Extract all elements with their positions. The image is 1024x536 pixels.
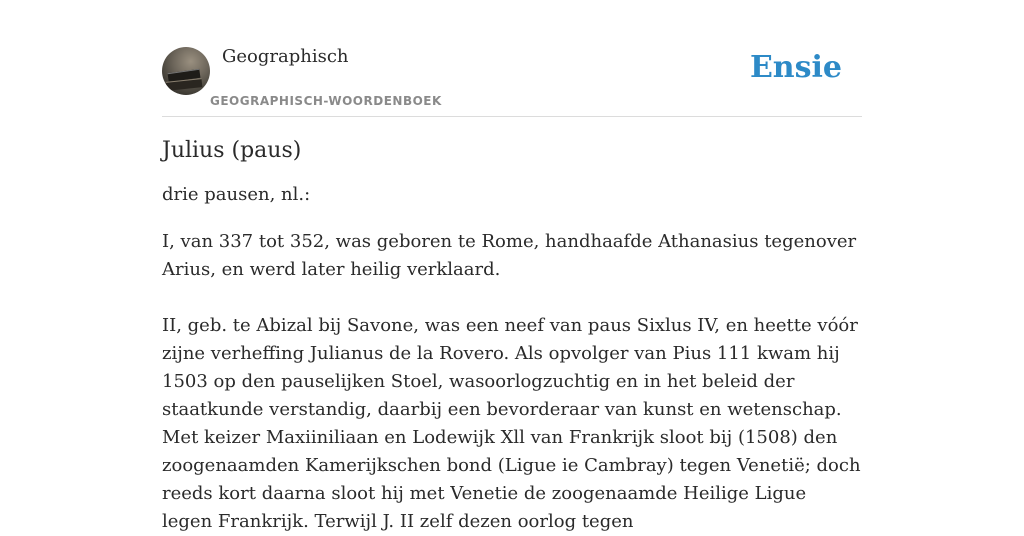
article-intro: drie pausen, nl.: [162, 184, 311, 205]
site-header [162, 44, 862, 117]
brand-logo-link[interactable]: Ensie [749, 50, 842, 85]
article-title: Julius (paus) [162, 138, 302, 163]
article-paragraph: II, geb. te Abizal bij Savone, was een neef van paus Sixlus IV, en heette vóór zijne verheffing Julianus de la Rovero. Als opvolger van Pius 111 kwam hij 1503 op den pauselijken Stoel, wasoorlogzuchtig en in het beleid der staatkunde verstandig, daarbij een bevorderaar van kunst en wetenschap. Met keizer Maxiiniliaan en Lodewijk Xll van Frankrijk sloot bij (1508) den zoogenaamden Kamerijkschen bond (Ligue ie Cambray) tegen Venetië; doch reeds kort daarna sloot hij met Venetie de zoogenaamde Heilige Ligue legen Frankrijk. Terwijl J. II zelf dezen oorlog tegen [162, 315, 861, 532]
article-paragraph: I, van 337 tot 352, was geboren te Rome, handhaafde Athanasius tegenover Arius, en werd later heilig verklaard. [162, 231, 857, 280]
article [162, 138, 862, 536]
site-title[interactable]: Geographisch [222, 46, 349, 67]
avatar[interactable] [162, 47, 210, 95]
site-subtitle[interactable]: GEOGRAPHISCH-WOORDENBOEK [210, 94, 442, 108]
